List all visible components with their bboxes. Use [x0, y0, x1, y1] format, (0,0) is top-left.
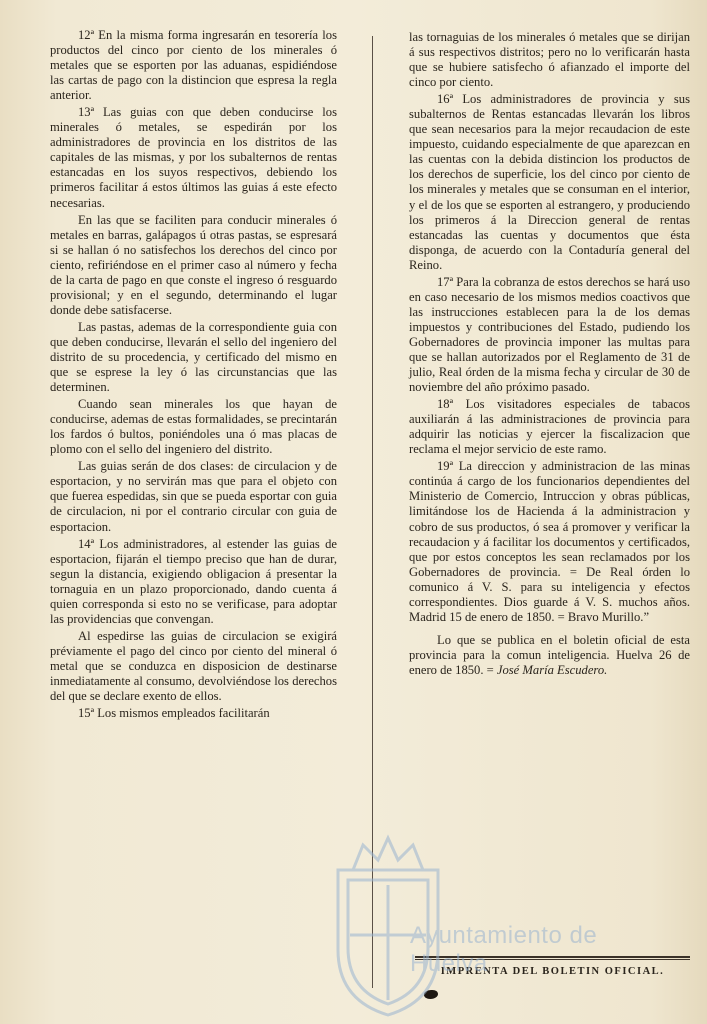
paragraph: 13ª Las guias con que deben conducirse los minerales ó metales, se espedirán por los administradores de provincia en los distritos de las capitales de las mismas, y por los subalternos de rentas estancadas en los suyos respectivos, debiendo los primeros facilitar á estos últimos las guias á este efecto necesarias. [50, 105, 337, 210]
ink-blot [424, 990, 438, 999]
paragraph: En las que se faciliten para conducir minerales ó metales en barras, galápagos ú otras pastas, se espresará si se hallan ó no satisfechos los derechos del cinco por ciento, refiriéndose en el primer caso al número y fecha de la carta de pago en que conste el ingreso ó resguardo provisional; y en el segundo, determinando el lugar donde debe satisfacerse. [50, 212, 337, 317]
paragraph: Las guias serán de dos clases: de circulacion y de esportacion, y no servirán mas que para el objeto con que fuerea espedidas, sin que se pueda esportar con guia de circulacion, ni por el contrario circular con guia de esportacion. [50, 459, 337, 534]
paragraph: 14ª Los administradores, al estender las guias de esportacion, fijarán el tiempo preciso que han de durar, segun la distancia, exigiendo obligacion á presentar la tornaguia en un plazo proporcionado, dando cuenta á quien corresponda si esto no se verificase, para adoptar las providencias que convengan. [50, 536, 337, 626]
right-column [409, 30, 690, 678]
publication-note-text: Lo que se publica en el boletin oficial de esta provincia para la comun inteligencia. Huelva 26 de enero de 1850. = [409, 632, 690, 677]
signature-name: José María Escudero. [496, 662, 608, 677]
column-divider [372, 36, 373, 988]
paragraph: 18ª Los visitadores especiales de tabacos auxiliarán á las administraciones de provincia para adquirir las noticias y ejercer la fiscalizacion que reclama el mejor servicio de este ramo. [409, 397, 690, 457]
watermark-text: Ayuntamiento de Huelva [410, 922, 598, 977]
paragraph: 17ª Para la cobranza de estos derechos se hará uso en caso necesario de los mismos medios coactivos que las instrucciones establecen para la de los demas impuestos y contribuciones del Estado, pudiendo los Gobernadores de provincia imponer las multas para que se hallan autorizados por el Reglamento de 31 de julio, Real órden de la misma fecha y circular de 30 de noviembre del año próximo pasado. [409, 274, 690, 395]
paragraph: 19ª La direccion y administracion de las minas continúa á cargo de los funcionarios dependientes del Ministerio de Comercio, Intruccion y obras públicas, limitándose los de Hacienda á la administracion y cobro de sus productos, ó sea á promover y verificar la recaudacion y á facilitar los documentos y certificados, que por estos conceptos les sean reclamados por los Gobernadores de provincia. = De Real órden lo comunico á V. S. para su inteligencia y efectos correspondientes. Dios guarde á V. S. muchos años. Madrid 15 de enero de 1850. = Bravo Murillo.” [409, 459, 690, 624]
paragraph: Las pastas, ademas de la correspondiente guia con que deben conducirse, llevarán el sello del ingeniero del distrito de su procedencia, y certificado del mismo en que se esprese la ley ó las circunstancias que las determinen. [50, 319, 337, 395]
paragraph: Cuando sean minerales los que hayan de conducirse, ademas de estas formalidades, se precintarán los fardos ó bultos, poniéndoles una ó mas placas de plomo con el sello del ingeniero del distrito. [50, 397, 337, 457]
imprint-rule [415, 956, 690, 960]
left-column [50, 28, 337, 721]
paragraph: 16ª Los administradores de provincia y sus subalternos de Rentas estancadas llevarán los libros que sean necesarios para la mejor recaudacion de este impuesto, cuidando especialmente de que aparezcan en las cuentas con la debida distincion los productos de los derechos de superficie, los del cinco por ciento de los minerales y metales que se consuman en el interior, y el de los que se esporten al estrangero, y produciendo los primeros á la Direccion general de rentas estancadas las cuentas y documentos que ésta disponga, de acuerdo con la Contaduría general del Reino. [409, 92, 690, 272]
printer-imprint: IMPRENTA DEL BOLETIN OFICIAL. [440, 966, 665, 977]
paragraph: Al espedirse las guias de circulacion se exigirá préviamente el pago del cinco por ciento del mineral ó metal que se conduzca en disposicion de destinarse inmediatamente al consumo, devolviéndose los derechos del que se declare exento de ellos. [50, 628, 337, 704]
paragraph-continuation: las tornaguias de los minerales ó metales que se dirijan á sus respectivos distritos; pero no lo verificarán hasta que se hubiere satisfecho ó afianzado el importe del cinco por ciento. [409, 30, 690, 90]
paragraph: 12ª En la misma forma ingresarán en tesorería los productos del cinco por ciento de los minerales ó metales que se esporten por las aduanas, espidiéndose las cartas de pago con la distincion que espresa la regla anterior. [50, 28, 337, 103]
archive-watermark [318, 830, 648, 1020]
paragraph: 15ª Los mismos empleados facilitarán [78, 706, 270, 721]
publication-note [409, 633, 690, 678]
